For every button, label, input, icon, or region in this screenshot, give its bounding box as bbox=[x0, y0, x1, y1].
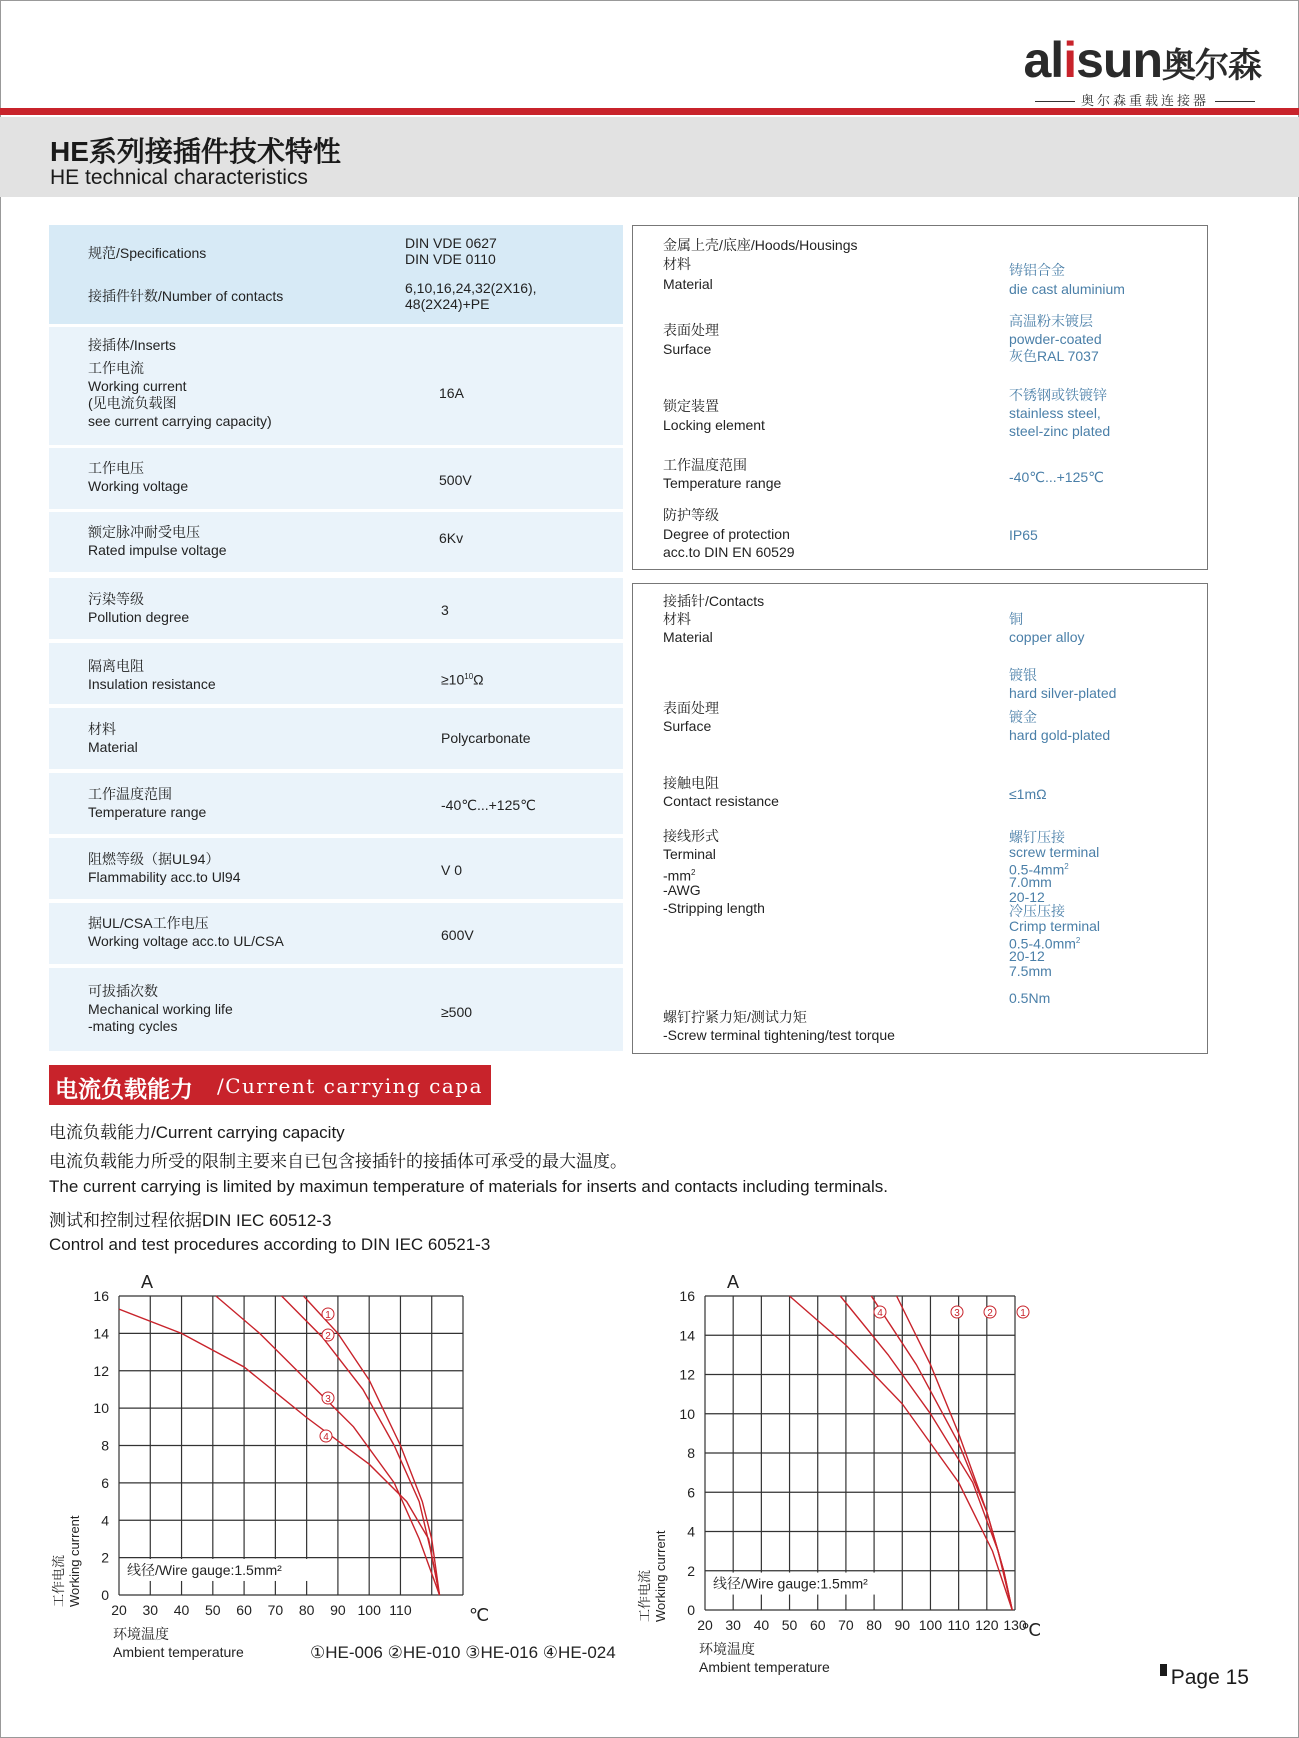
section-heading bbox=[49, 1065, 491, 1105]
x-tick-label: 110 bbox=[389, 1602, 412, 1618]
spec-label: 工作电流 bbox=[88, 360, 144, 376]
hoods-value: -40℃...+125℃ bbox=[1009, 469, 1104, 485]
contacts-title: 接插针/Contacts bbox=[663, 593, 765, 609]
y-tick-label: 2 bbox=[101, 1549, 109, 1566]
spec-label: 隔离电阻 bbox=[88, 658, 144, 674]
contacts-label: 接线形式 bbox=[663, 828, 719, 844]
hoods-label: 锁定装置 bbox=[663, 398, 719, 414]
y-tick-label: 16 bbox=[679, 1288, 695, 1304]
x-tick-label: 90 bbox=[330, 1602, 346, 1618]
spec-label: Material bbox=[88, 739, 138, 755]
logo-tagline: 奥尔森重载连接器 bbox=[1023, 90, 1261, 109]
contacts-value: 螺钉压接 bbox=[1009, 829, 1065, 845]
contacts-label: Material bbox=[663, 629, 713, 645]
x-axis-title-cn: 环境温度 bbox=[113, 1626, 169, 1642]
hoods-label: 表面处理 bbox=[663, 322, 719, 338]
y-tick-label: 12 bbox=[93, 1362, 109, 1379]
contacts-label: -Screw terminal tightening/test torque bbox=[663, 1027, 895, 1043]
hoods-label: Locking element bbox=[663, 417, 765, 433]
y-axis-title-cn: 工作电流 bbox=[51, 1554, 66, 1607]
y-tick-label: 12 bbox=[679, 1366, 695, 1383]
contacts-label: 材料 bbox=[663, 611, 691, 627]
wire-gauge-note: 线径/Wire gauge:1.5mm² bbox=[127, 1561, 282, 1578]
contacts-value: $0.5-4.0mm^2$ bbox=[1009, 935, 1081, 952]
x-tick-label: 100 bbox=[918, 1617, 943, 1633]
wire-gauge-note: 线径/Wire gauge:1.5mm² bbox=[713, 1575, 868, 1592]
hoods-label: Temperature range bbox=[663, 475, 782, 491]
hoods-label: Material bbox=[663, 276, 713, 292]
section-heading-en: /Current carrying capa bbox=[217, 1074, 483, 1098]
series-label: 4 bbox=[323, 1432, 329, 1443]
spec-value: 6,10,16,24,32(2X16), bbox=[405, 280, 537, 296]
spec-value: -40℃...+125℃ bbox=[441, 797, 536, 813]
spec-row-voltage bbox=[49, 448, 623, 512]
y-tick-label: 0 bbox=[687, 1602, 695, 1618]
spec-label: 工作温度范围 bbox=[88, 786, 172, 802]
spec-label: 接插件针数/Number of contacts bbox=[88, 288, 284, 304]
spec-value: $\ge 10^{10}\Omega$ bbox=[441, 671, 484, 688]
spec-label: 接插体/Inserts bbox=[88, 337, 176, 353]
hoods-value: steel-zinc plated bbox=[1009, 423, 1111, 439]
hoods-value: 不锈钢或铁镀锌 bbox=[1009, 387, 1107, 403]
series-label: 1 bbox=[1020, 1308, 1026, 1319]
spec-label: Flammability acc.to Ul94 bbox=[88, 869, 241, 885]
contacts-value: 铜 bbox=[1009, 611, 1023, 627]
chart-legend: ①HE-006 ②HE-010 ③HE-016 ④HE-024 bbox=[310, 1643, 616, 1662]
spec-label: (见电流负载图 bbox=[88, 395, 177, 411]
contacts-value: hard silver-plated bbox=[1009, 685, 1117, 701]
spec-value: DIN VDE 0627 bbox=[405, 235, 497, 251]
contacts-label: -AWG bbox=[663, 882, 701, 898]
y-tick-label: 6 bbox=[687, 1484, 695, 1501]
hoods-value: die cast aluminium bbox=[1009, 281, 1125, 297]
y-tick-label: 16 bbox=[93, 1288, 109, 1304]
spec-value: 500V bbox=[439, 472, 472, 488]
paragraph: The current carrying is limited by maximun temperature of materials for inserts and contacts including terminals. bbox=[49, 1177, 889, 1196]
contacts-label: $-mm^2$ bbox=[663, 867, 696, 884]
hoods-value: 灰色RAL 7037 bbox=[1009, 348, 1099, 364]
paragraph: 电流负载能力所受的限制主要来自已包含接插针的接插体可承受的最大温度。 bbox=[49, 1152, 627, 1171]
spec-value: 16A bbox=[439, 385, 464, 401]
contacts-label: Surface bbox=[663, 718, 712, 734]
page-title-en: HE technical characteristics bbox=[50, 166, 308, 189]
hoods-value: powder-coated bbox=[1009, 331, 1102, 347]
page-title-cn: HE系列接插件技术特性 bbox=[50, 136, 341, 167]
contacts-label: 接触电阻 bbox=[663, 775, 719, 791]
spec-value: 3 bbox=[441, 602, 449, 618]
y-axis-title-en: Working current bbox=[67, 1515, 82, 1607]
series-label: 1 bbox=[325, 1310, 331, 1321]
spec-label: 规范/Specifications bbox=[88, 245, 207, 261]
contacts-box bbox=[632, 583, 1208, 1054]
hoods-title: 金属上壳/底座/Hoods/Housings bbox=[663, 237, 858, 253]
spec-label: 可拔插次数 bbox=[88, 983, 158, 999]
header-red-bar bbox=[0, 108, 1299, 115]
y-tick-label: 8 bbox=[101, 1437, 109, 1454]
contacts-value: hard gold-plated bbox=[1009, 727, 1111, 743]
spec-label: 污染等级 bbox=[88, 591, 144, 607]
spec-row-insulation bbox=[49, 643, 623, 707]
page-number: Page 15 bbox=[1160, 1664, 1249, 1690]
spec-label: 材料 bbox=[88, 721, 116, 737]
x-tick-label: 100 bbox=[357, 1602, 381, 1618]
x-tick-label: 50 bbox=[781, 1617, 798, 1633]
x-tick-label: 90 bbox=[894, 1617, 911, 1633]
hoods-label: 防护等级 bbox=[663, 507, 719, 523]
y-tick-label: 6 bbox=[101, 1474, 109, 1491]
y-tick-label: 10 bbox=[93, 1400, 109, 1417]
hoods-value: 铸铝合金 bbox=[1009, 262, 1065, 278]
contacts-label: 表面处理 bbox=[663, 700, 719, 716]
hoods-label: 工作温度范围 bbox=[663, 457, 747, 473]
y-axis-title-cn: 工作电流 bbox=[637, 1569, 652, 1622]
contacts-value: screw terminal bbox=[1009, 844, 1100, 860]
hoods-value: IP65 bbox=[1009, 527, 1038, 543]
paragraph: Control and test procedures according to DIN IEC 60521-3 bbox=[49, 1235, 491, 1254]
spec-label: Rated impulse voltage bbox=[88, 542, 227, 558]
x-tick-label: 70 bbox=[267, 1602, 284, 1618]
series-label: 2 bbox=[325, 1331, 331, 1342]
current-chart-right bbox=[637, 1258, 1165, 1678]
x-axis-title-en: Ambient temperature bbox=[699, 1659, 830, 1675]
y-axis-unit: A bbox=[727, 1272, 740, 1292]
spec-label: 额定脉冲耐受电压 bbox=[88, 524, 200, 540]
spec-value: 6Kv bbox=[439, 530, 464, 546]
hoods-box bbox=[632, 225, 1208, 570]
x-tick-label: 80 bbox=[298, 1602, 315, 1618]
spec-row-flammability bbox=[49, 838, 623, 902]
brand-logo bbox=[1023, 34, 1261, 109]
hoods-value: 高温粉末镀层 bbox=[1009, 313, 1093, 329]
x-tick-label: 60 bbox=[809, 1617, 826, 1633]
contacts-label: 螺钉拧紧力矩/测试力矩 bbox=[663, 1009, 807, 1025]
hoods-label: 材料 bbox=[663, 256, 691, 272]
series-label: 2 bbox=[987, 1308, 993, 1319]
hoods-value: stainless steel, bbox=[1009, 405, 1101, 421]
spec-label: Mechanical working life bbox=[88, 1001, 233, 1017]
x-tick-label: 30 bbox=[725, 1617, 741, 1633]
current-chart-left bbox=[40, 1258, 680, 1668]
contacts-label: Contact resistance bbox=[663, 793, 779, 809]
spec-value: Polycarbonate bbox=[441, 730, 531, 746]
spec-value: 48(2X24)+PE bbox=[405, 296, 490, 312]
spec-row-specifications bbox=[49, 225, 623, 327]
x-axis-unit: ℃ bbox=[1021, 1620, 1042, 1640]
y-axis-unit: A bbox=[141, 1272, 154, 1292]
contacts-value: $0.5-4mm^2$ bbox=[1009, 861, 1069, 878]
y-tick-label: 14 bbox=[679, 1327, 695, 1344]
contacts-value: 20-12 bbox=[1009, 948, 1045, 964]
x-tick-label: 20 bbox=[697, 1617, 713, 1633]
contacts-value: 镀金 bbox=[1009, 709, 1037, 725]
paragraph: 电流负载能力/Current carrying capacity bbox=[49, 1123, 345, 1142]
contacts-value: Crimp terminal bbox=[1009, 918, 1101, 934]
x-tick-label: 110 bbox=[947, 1617, 970, 1633]
spec-label: Working current bbox=[88, 378, 187, 394]
spec-label: Pollution degree bbox=[88, 609, 190, 625]
spec-row-impulse bbox=[49, 512, 623, 575]
spec-value: DIN VDE 0110 bbox=[405, 251, 496, 267]
contacts-value: ≤1mΩ bbox=[1009, 786, 1047, 802]
y-tick-label: 10 bbox=[679, 1405, 695, 1422]
y-tick-label: 0 bbox=[101, 1587, 109, 1603]
logo-wordmark: alisun奥尔森 bbox=[1023, 32, 1261, 88]
series-label: 4 bbox=[877, 1308, 883, 1319]
contacts-label: Terminal bbox=[663, 846, 716, 862]
y-tick-label: 4 bbox=[687, 1523, 695, 1540]
spec-row-inserts bbox=[49, 327, 623, 448]
spec-label: see current carrying capacity) bbox=[88, 413, 272, 429]
spec-value: V 0 bbox=[441, 862, 463, 878]
hoods-label: Degree of protection bbox=[663, 526, 790, 542]
spec-row-ulcsa bbox=[49, 903, 623, 967]
y-axis-title-en: Working current bbox=[653, 1530, 668, 1622]
spec-label: 工作电压 bbox=[88, 460, 144, 476]
spec-label: 阻燃等级（据UL94） bbox=[88, 851, 220, 867]
contacts-label: -Stripping length bbox=[663, 900, 765, 916]
x-tick-label: 50 bbox=[205, 1602, 221, 1618]
y-tick-label: 2 bbox=[687, 1562, 695, 1579]
spec-row-pollution bbox=[49, 578, 623, 642]
contacts-value: 7.5mm bbox=[1009, 963, 1052, 979]
spec-row-material bbox=[49, 708, 623, 772]
y-tick-label: 8 bbox=[687, 1445, 695, 1461]
spec-value: 600V bbox=[441, 927, 474, 943]
contacts-value: 20-12 bbox=[1009, 889, 1045, 905]
paragraph: 测试和控制过程依据DIN IEC 60512-3 bbox=[49, 1211, 332, 1230]
x-tick-label: 70 bbox=[838, 1617, 854, 1633]
y-tick-label: 14 bbox=[93, 1325, 109, 1342]
spec-row-temperature bbox=[49, 773, 623, 837]
series-label: 3 bbox=[325, 1394, 331, 1405]
page-marker-icon bbox=[1160, 1664, 1167, 1676]
hoods-label: Surface bbox=[663, 341, 712, 357]
x-tick-label: 40 bbox=[173, 1602, 190, 1618]
x-tick-label: 80 bbox=[866, 1617, 882, 1633]
x-axis-title-cn: 环境温度 bbox=[699, 1641, 755, 1657]
y-tick-label: 4 bbox=[101, 1512, 109, 1529]
spec-row-mating bbox=[49, 968, 623, 1054]
x-tick-label: 120 bbox=[975, 1617, 999, 1633]
spec-label: Temperature range bbox=[88, 804, 207, 820]
x-axis-title-en: Ambient temperature bbox=[113, 1644, 244, 1660]
hoods-label: acc.to DIN EN 60529 bbox=[663, 544, 795, 560]
x-tick-label: 130 bbox=[1003, 1617, 1027, 1633]
contacts-value: 冷压压接 bbox=[1009, 903, 1065, 919]
spec-value: ≥500 bbox=[441, 1004, 473, 1020]
section-heading-cn: 电流负载能力 bbox=[55, 1076, 193, 1102]
x-tick-label: 60 bbox=[236, 1602, 252, 1618]
x-tick-label: 40 bbox=[753, 1617, 770, 1633]
series-label: 3 bbox=[954, 1308, 960, 1319]
contacts-value: copper alloy bbox=[1009, 629, 1085, 645]
contacts-value: 7.0mm bbox=[1009, 874, 1052, 890]
x-tick-label: 20 bbox=[111, 1602, 127, 1618]
contacts-value: 镀银 bbox=[1009, 667, 1037, 683]
spec-label: Working voltage acc.to UL/CSA bbox=[88, 933, 284, 949]
contacts-value: 0.5Nm bbox=[1009, 990, 1051, 1006]
spec-label: Working voltage bbox=[88, 478, 189, 494]
spec-label: Insulation resistance bbox=[88, 676, 216, 692]
spec-label: 据UL/CSA工作电压 bbox=[88, 915, 209, 931]
x-tick-label: 30 bbox=[142, 1602, 159, 1618]
x-axis-unit: ℃ bbox=[469, 1605, 490, 1625]
spec-label: -mating cycles bbox=[88, 1018, 178, 1034]
